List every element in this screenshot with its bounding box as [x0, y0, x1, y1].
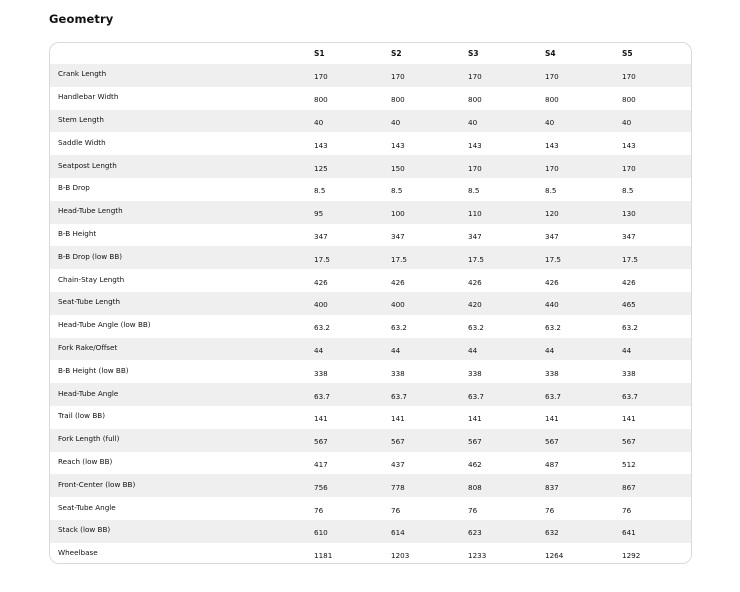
cell-s2: 426 — [391, 277, 405, 287]
cell-s2: 150 — [391, 163, 405, 173]
row-label: Head-Tube Angle (low BB) — [58, 320, 151, 330]
row-label: Handlebar Width — [58, 92, 119, 102]
table-header-row — [50, 43, 692, 64]
cell-s4: 63.7 — [545, 391, 562, 401]
table-row — [50, 224, 692, 247]
cell-s1: 40 — [314, 117, 324, 127]
row-label: B-B Drop — [58, 183, 90, 193]
cell-s1: 141 — [314, 414, 328, 424]
row-label: Stem Length — [58, 114, 104, 124]
row-label: Fork Rake/Offset — [58, 342, 118, 352]
cell-s2: 76 — [391, 505, 401, 515]
row-label: Trail (low BB) — [58, 411, 105, 421]
table-row — [50, 110, 692, 133]
cell-s3: 17.5 — [468, 254, 485, 264]
table-row — [50, 201, 692, 224]
cell-s2: 100 — [391, 209, 405, 219]
cell-s4: 143 — [545, 140, 559, 150]
cell-s3: 623 — [468, 528, 482, 538]
cell-s5: 44 — [622, 345, 632, 355]
table-row — [50, 132, 692, 155]
cell-s1: 338 — [314, 368, 328, 378]
cell-s5: 347 — [622, 231, 636, 241]
cell-s4: 141 — [545, 414, 559, 424]
row-label: B-B Drop (low BB) — [58, 251, 123, 261]
cell-s4: 426 — [545, 277, 559, 287]
cell-s3: 63.7 — [468, 391, 485, 401]
cell-s3: 63.2 — [468, 323, 485, 333]
cell-s5: 512 — [622, 459, 636, 469]
cell-s5: 465 — [622, 300, 636, 310]
cell-s1: 17.5 — [314, 254, 331, 264]
cell-s3: 800 — [468, 95, 482, 105]
cell-s4: 17.5 — [545, 254, 562, 264]
cell-s5: 426 — [622, 277, 636, 287]
cell-s3: 338 — [468, 368, 482, 378]
cell-s5: 141 — [622, 414, 636, 424]
cell-s3: 462 — [468, 459, 482, 469]
cell-s5: 567 — [622, 437, 636, 447]
table-row — [50, 520, 692, 543]
cell-s1: 756 — [314, 482, 328, 492]
row-label: Seat-Tube Length — [58, 297, 121, 307]
cell-s5: 40 — [622, 117, 632, 127]
cell-s4: 63.2 — [545, 323, 562, 333]
cell-s4: 120 — [545, 209, 559, 219]
row-label: Fork Length (full) — [58, 434, 120, 444]
cell-s2: 143 — [391, 140, 405, 150]
cell-s2: 170 — [391, 72, 405, 82]
table-row — [50, 155, 692, 178]
cell-s4: 1264 — [545, 551, 564, 561]
row-label: B-B Height — [58, 228, 97, 238]
table-row — [50, 178, 692, 201]
cell-s4: 800 — [545, 95, 559, 105]
cell-s2: 567 — [391, 437, 405, 447]
cell-s4: 567 — [545, 437, 559, 447]
header-cell-label — [50, 43, 314, 64]
row-label: Crank Length — [58, 69, 107, 79]
cell-s1: 567 — [314, 437, 328, 447]
cell-s1: 610 — [314, 528, 328, 538]
cell-s1: 76 — [314, 505, 324, 515]
cell-s5: 76 — [622, 505, 632, 515]
cell-s4: 338 — [545, 368, 559, 378]
table-row — [50, 246, 692, 269]
cell-s3: 808 — [468, 482, 482, 492]
cell-s4: 40 — [545, 117, 555, 127]
cell-s2: 437 — [391, 459, 405, 469]
table-row — [50, 269, 692, 292]
cell-s5: 867 — [622, 482, 636, 492]
table-row — [50, 383, 692, 406]
cell-s5: 170 — [622, 72, 636, 82]
cell-s1: 44 — [314, 345, 324, 355]
header-cell-s3: S3 — [468, 49, 479, 58]
row-label: B-B Height (low BB) — [58, 365, 129, 375]
cell-s2: 347 — [391, 231, 405, 241]
cell-s3: 141 — [468, 414, 482, 424]
cell-s1: 400 — [314, 300, 328, 310]
cell-s2: 1203 — [391, 551, 410, 561]
cell-s3: 40 — [468, 117, 478, 127]
cell-s4: 837 — [545, 482, 559, 492]
cell-s4: 440 — [545, 300, 559, 310]
cell-s1: 170 — [314, 72, 328, 82]
cell-s3: 44 — [468, 345, 478, 355]
cell-s1: 800 — [314, 95, 328, 105]
cell-s5: 170 — [622, 163, 636, 173]
cell-s2: 800 — [391, 95, 405, 105]
header-cell-s2: S2 — [391, 49, 402, 58]
cell-s4: 8.5 — [545, 186, 557, 196]
table-row — [50, 292, 692, 315]
cell-s1: 1181 — [314, 551, 333, 561]
cell-s5: 17.5 — [622, 254, 639, 264]
cell-s3: 347 — [468, 231, 482, 241]
cell-s1: 8.5 — [314, 186, 326, 196]
header-cell-s1: S1 — [314, 49, 325, 58]
cell-s1: 143 — [314, 140, 328, 150]
cell-s3: 8.5 — [468, 186, 480, 196]
cell-s1: 125 — [314, 163, 328, 173]
row-label: Stack (low BB) — [58, 525, 111, 535]
table-row — [50, 406, 692, 429]
cell-s2: 40 — [391, 117, 401, 127]
cell-s3: 170 — [468, 163, 482, 173]
cell-s2: 63.2 — [391, 323, 408, 333]
row-label: Front-Center (low BB) — [58, 479, 136, 489]
row-label: Saddle Width — [58, 137, 106, 147]
geometry-table-container — [49, 42, 692, 564]
row-label: Seatpost Length — [58, 160, 117, 170]
row-label: Wheelbase — [58, 548, 98, 558]
cell-s3: 426 — [468, 277, 482, 287]
cell-s3: 76 — [468, 505, 478, 515]
cell-s1: 63.7 — [314, 391, 331, 401]
table-row — [50, 452, 692, 475]
cell-s5: 641 — [622, 528, 636, 538]
cell-s1: 347 — [314, 231, 328, 241]
cell-s2: 400 — [391, 300, 405, 310]
cell-s3: 143 — [468, 140, 482, 150]
cell-s1: 95 — [314, 209, 324, 219]
cell-s1: 417 — [314, 459, 328, 469]
cell-s4: 44 — [545, 345, 555, 355]
cell-s2: 8.5 — [391, 186, 403, 196]
cell-s3: 420 — [468, 300, 482, 310]
cell-s3: 110 — [468, 209, 482, 219]
cell-s3: 567 — [468, 437, 482, 447]
cell-s1: 426 — [314, 277, 328, 287]
cell-s4: 632 — [545, 528, 559, 538]
table-row — [50, 315, 692, 338]
table-row — [50, 87, 692, 110]
table-row — [50, 429, 692, 452]
row-label: Chain-Stay Length — [58, 274, 125, 284]
cell-s2: 17.5 — [391, 254, 408, 264]
row-label: Head-Tube Length — [58, 206, 123, 216]
cell-s3: 1233 — [468, 551, 487, 561]
cell-s5: 338 — [622, 368, 636, 378]
cell-s5: 1292 — [622, 551, 641, 561]
cell-s1: 63.2 — [314, 323, 331, 333]
cell-s4: 170 — [545, 72, 559, 82]
cell-s5: 130 — [622, 209, 636, 219]
cell-s2: 778 — [391, 482, 405, 492]
table-row — [50, 360, 692, 383]
cell-s3: 170 — [468, 72, 482, 82]
cell-s4: 347 — [545, 231, 559, 241]
table-row — [50, 338, 692, 361]
geometry-table — [50, 43, 692, 564]
row-label: Seat-Tube Angle — [58, 502, 116, 512]
cell-s5: 63.2 — [622, 323, 639, 333]
page-title: Geometry — [49, 12, 114, 26]
table-row — [50, 474, 692, 497]
table-row — [50, 497, 692, 520]
cell-s2: 141 — [391, 414, 405, 424]
header-cell-s5: S5 — [622, 49, 633, 58]
table-row — [50, 543, 692, 564]
cell-s5: 800 — [622, 95, 636, 105]
cell-s2: 614 — [391, 528, 405, 538]
cell-s5: 143 — [622, 140, 636, 150]
row-label: Head-Tube Angle — [58, 388, 119, 398]
row-label: Reach (low BB) — [58, 456, 113, 466]
cell-s2: 44 — [391, 345, 401, 355]
cell-s5: 8.5 — [622, 186, 634, 196]
cell-s4: 76 — [545, 505, 555, 515]
cell-s4: 487 — [545, 459, 559, 469]
cell-s5: 63.7 — [622, 391, 639, 401]
cell-s2: 63.7 — [391, 391, 408, 401]
header-cell-s4: S4 — [545, 49, 556, 58]
table-row — [50, 64, 692, 87]
cell-s4: 170 — [545, 163, 559, 173]
cell-s2: 338 — [391, 368, 405, 378]
